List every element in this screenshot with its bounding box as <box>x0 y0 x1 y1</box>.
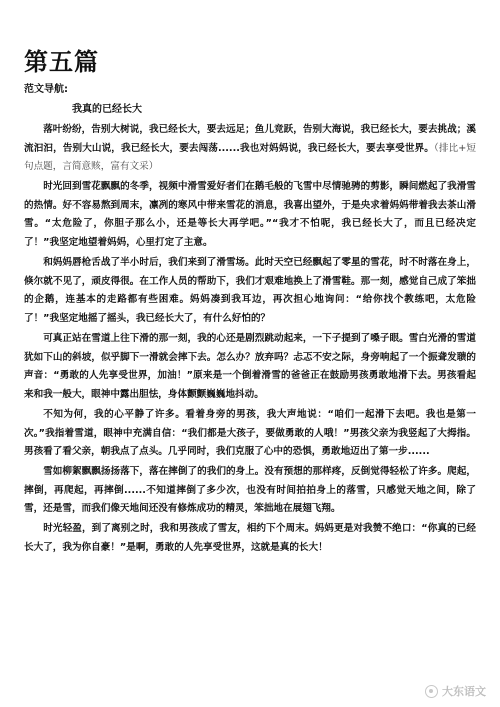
paragraph-6 <box>24 463 476 519</box>
paragraph-text: 和妈妈唇枪舌战了半小时后，我们来到了滑雪场。此时天空已经飘起了零星的雪花，时不时落在身上，倏尔就不见了，顽皮得很。在工作人员的帮助下，我们才艰难地换上了滑雪鞋。那一刻，感觉自己成了笨拙的企鹅，连基本的走路都有些困难。妈妈凑到我耳边，再次担心地询问：“给你找个教练吧，太危险了！”我坚定地摇了摇头，我已经长大了，有什么好怕的？ <box>24 257 476 324</box>
essay-body <box>24 121 476 559</box>
paragraph-text: 落叶纷纷，告别大树说，我已经长大，要去远足；鱼儿竞跃，告别大海说，我已经长大，要去挑战；溪流汩汩，告别大山说，我已经长大，要去闯荡......我也对妈妈说，我已经长大，要去享受世界。 <box>24 124 476 154</box>
paragraph-text: 不知为何，我的心平静了许多。看着身旁的男孩，我大声地说：“咱们一起滑下去吧。我也是第一次。”我指着雪道，眼神中充满自信：“我们都是大孩子，要做勇敢的人哦！”男孩父亲为我竖起了大拇指。男孩看了看父亲，朝我点了点头。几乎同时，我们克服了心中的恐惧，勇敢地迈出了第一步...... <box>24 408 476 458</box>
annotation-note: （排比+短句点题，言简意赅，富有文采） <box>24 142 476 173</box>
paragraph-3 <box>24 254 476 328</box>
paragraph-2 <box>24 178 476 252</box>
watermark-text: 大东语文 <box>442 685 486 698</box>
paragraph-1 <box>24 121 476 177</box>
watermark <box>425 683 486 699</box>
watermark-logo-icon <box>425 685 438 698</box>
guide-label: 范文导航: <box>24 84 68 95</box>
paragraph-text: 雪如柳絮飘飘扬扬落下，落在摔倒了的我们的身上。没有预想的那样疼，反倒觉得轻松了许多。爬起，摔倒，再爬起，再摔倒......不知道摔倒了多少次，也没有时间拍拍身上的落雪，只感觉天地之间，除了雪，还是雪，而我们像天地间还没有修炼成功的精灵，笨拙地在展翅飞翔。 <box>24 466 476 515</box>
paragraph-5 <box>24 406 476 462</box>
page-heading: 第五篇 <box>24 48 99 76</box>
paragraph-text: 时光回到雪花飘飘的冬季，视频中滑雪爱好者们在鹅毛般的飞雪中尽情驰骋的剪影，瞬间燃起了我滑雪的热情。好不容易熬到周末，凛冽的寒风中带来雪花的消息，我喜出望外，于是央求着妈妈带着我去茶山滑雪。“太危险了，你胆子那么小，还是等长大再学吧。”“我才不怕呢，我已经长大了，而且已经决定了！”我坚定地望着妈妈，心里打定了主意。 <box>24 181 476 249</box>
paragraph-text: 时光轻盈，到了离别之时，我和男孩成了雪友，相约下个周末。妈妈更是对我赞不绝口：“你真的已经长大了，我为你自豪！”是啊，勇敢的人先享受世界，这就是真的长大！ <box>24 523 476 554</box>
paragraph-4 <box>24 330 476 404</box>
paragraph-7 <box>24 520 476 557</box>
paragraph-text: 可真正站在雪道上往下滑的那一刻，我的心还是剧烈跳动起来，一下子提到了嗓子眼。雪白光滑的雪道犹如下山的斜坡，似乎脚下一滑就会摔下去。怎么办？放弃吗？忐忑不安之际，身旁响起了一个振聋发聩的声音：“勇敢的人先享受世界，加油！”原来是一个倒着滑雪的爸爸正在鼓励男孩勇敢地滑下去。男孩看起来和我一般大，眼神中露出胆怯，身体颤颤巍巍地抖动。 <box>24 333 476 400</box>
essay-title: 我真的已经长大 <box>72 104 142 115</box>
